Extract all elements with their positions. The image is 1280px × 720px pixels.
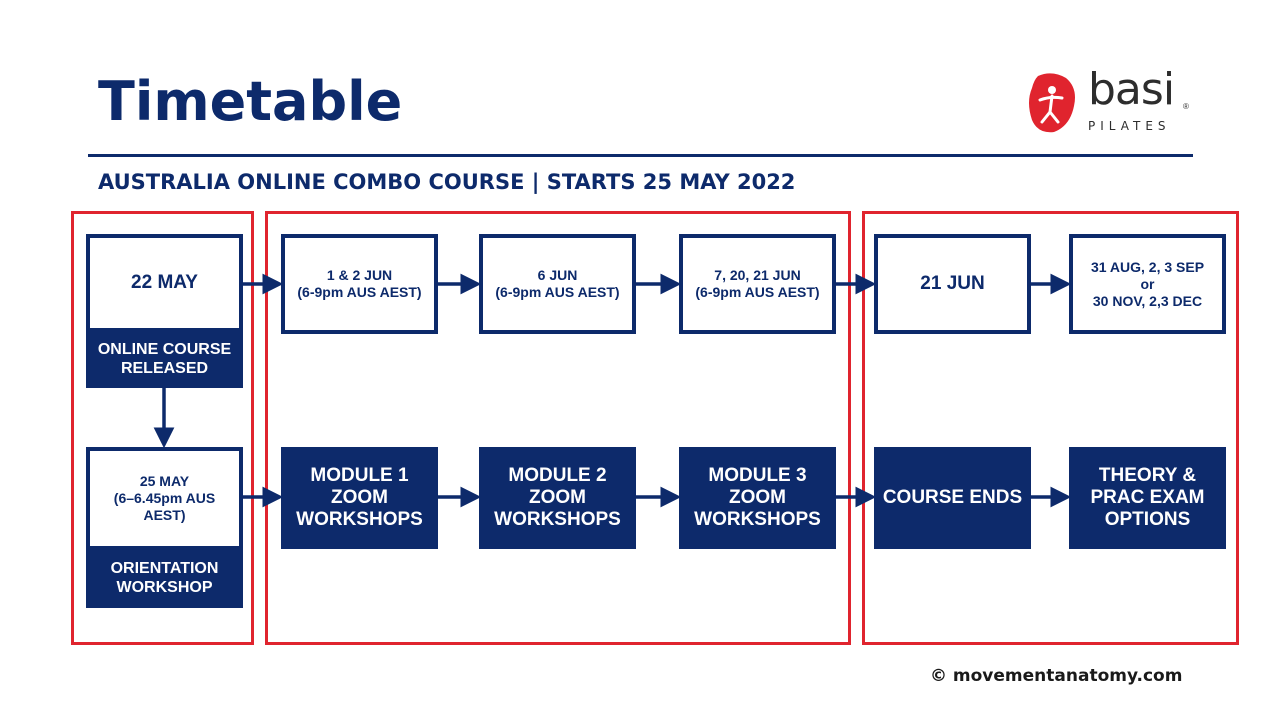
date-box-module-3: 7, 20, 21 JUN (6-9pm AUS AEST) [679, 234, 836, 334]
date-box-exam-options: 31 AUG, 2, 3 SEP or 30 NOV, 2,3 DEC [1069, 234, 1226, 334]
copyright-footer: © movementanatomy.com [930, 666, 1183, 686]
card-course-ends: COURSE ENDS [874, 447, 1031, 549]
label-online-course-released: ONLINE COURSE RELEASED [86, 330, 243, 388]
card-module-3: MODULE 3 ZOOM WORKSHOPS [679, 447, 836, 549]
logo-registered-mark: ® [1183, 102, 1189, 111]
page-subtitle: AUSTRALIA ONLINE COMBO COURSE | STARTS 25 MAY 2022 [98, 170, 796, 194]
card-module-1: MODULE 1 ZOOM WORKSHOPS [281, 447, 438, 549]
date-box-course-end: 21 JUN [874, 234, 1031, 334]
card-module-2: MODULE 2 ZOOM WORKSHOPS [479, 447, 636, 549]
date-box-module-1: 1 & 2 JUN (6-9pm AUS AEST) [281, 234, 438, 334]
logo-wordmark: basi [1088, 64, 1175, 115]
date-box-course-release: 22 MAY [86, 234, 243, 332]
date-box-module-2: 6 JUN (6-9pm AUS AEST) [479, 234, 636, 334]
card-exam-options: THEORY & PRAC EXAM OPTIONS [1069, 447, 1226, 549]
page-title: Timetable [98, 70, 403, 133]
label-orientation-workshop: ORIENTATION WORKSHOP [86, 548, 243, 608]
date-box-orientation: 25 MAY (6–6.45pm AUS AEST) [86, 447, 243, 550]
logo-subtitle: PILATES [1088, 119, 1171, 133]
